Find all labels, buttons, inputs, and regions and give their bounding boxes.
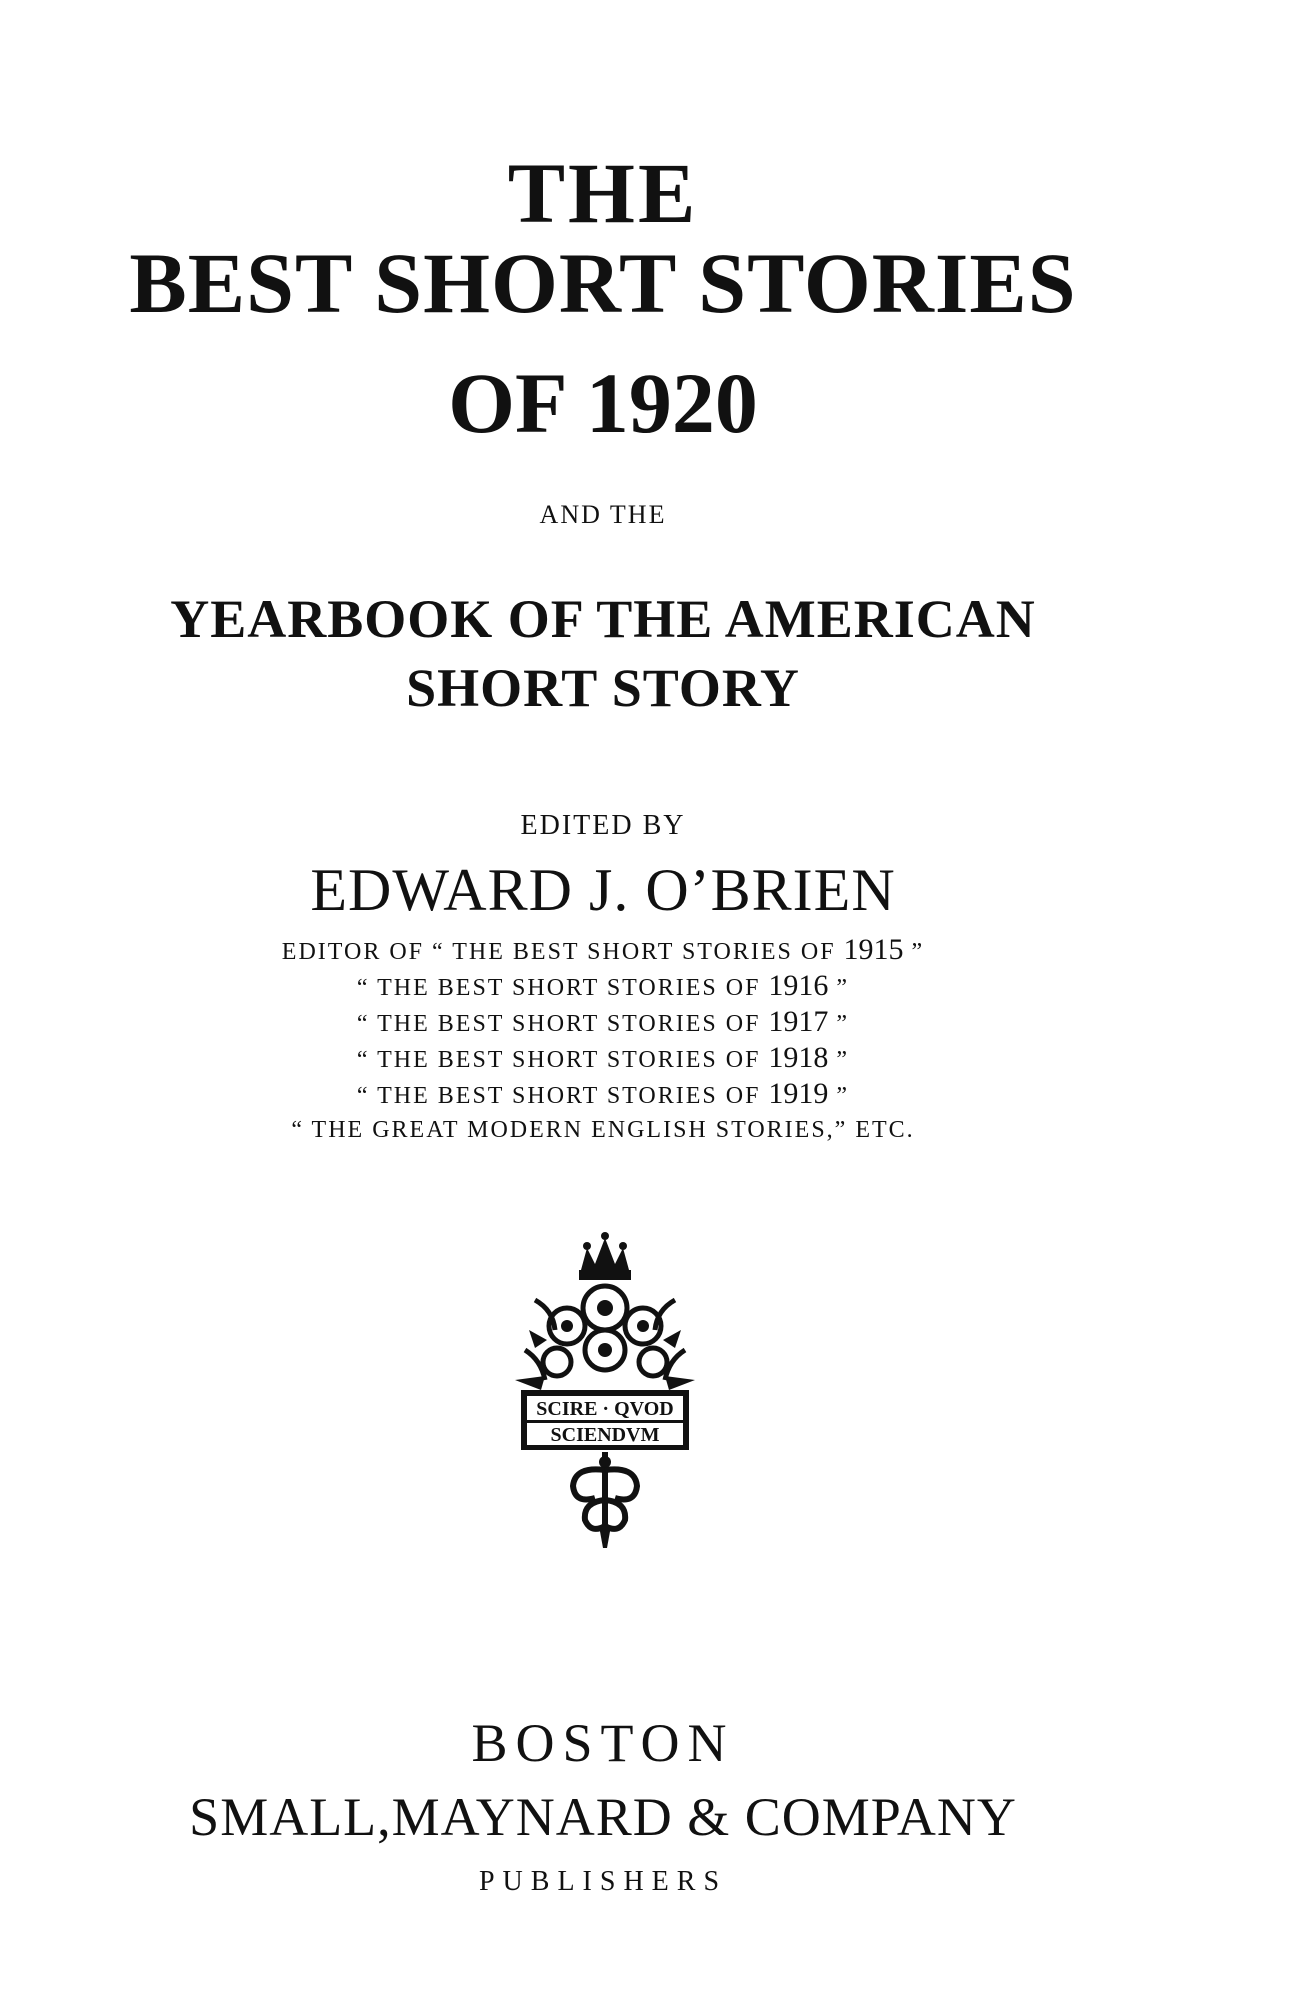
editor-credit-line [0, 932, 1206, 968]
editor-credit-text: “ THE GREAT MODERN ENGLISH STORIES,” ETC. [291, 1117, 915, 1143]
editor-credit-close-quote: ” [903, 939, 925, 965]
editor-credit-text: “ THE BEST SHORT STORIES OF [356, 1011, 769, 1037]
editor-credit-text: “ THE BEST SHORT STORIES OF [356, 975, 769, 1001]
motto-line-1: SCIRE · QVOD [536, 1398, 674, 1420]
editor-credit-line [0, 1112, 1206, 1148]
edited-by-label: EDITED BY [520, 810, 686, 841]
editor-credit-close-quote: ” [828, 1011, 850, 1037]
editor-credit-line [0, 1004, 1206, 1040]
editor-name: EDWARD J. O’BRIEN [310, 857, 896, 923]
editor-credit-text: EDITOR OF “ THE BEST SHORT STORIES OF [281, 939, 844, 965]
subtitle-line-1: YEARBOOK OF THE AMERICAN [170, 589, 1036, 649]
motto-line-2: SCIENDVM [550, 1424, 660, 1446]
editor-credit-year: 1915 [843, 933, 904, 966]
editor-credit-year: 1916 [768, 969, 829, 1002]
editor-credit-close-quote: ” [828, 1083, 850, 1109]
printers-device-emblem [495, 1230, 715, 1550]
editor-credit-close-quote: ” [828, 1047, 850, 1073]
editor-credit-year: 1919 [768, 1077, 829, 1110]
connector-text: AND THE [539, 500, 667, 529]
imprint-role: PUBLISHERS [478, 1866, 728, 1897]
title-line-the: THE [507, 145, 699, 241]
editor-credit-close-quote: ” [828, 975, 850, 1001]
subtitle-line-2: SHORT STORY [406, 658, 800, 718]
editor-credit-year: 1917 [768, 1005, 829, 1038]
editor-credit-line [0, 1040, 1206, 1076]
editor-credit-line [0, 968, 1206, 1004]
editor-credit-text: “ THE BEST SHORT STORIES OF [356, 1047, 769, 1073]
editor-credit-text: “ THE BEST SHORT STORIES OF [356, 1083, 769, 1109]
editor-credit-line [0, 1076, 1206, 1112]
imprint-city: BOSTON [471, 1713, 735, 1773]
imprint-publisher: SMALL,MAYNARD & COMPANY [189, 1787, 1017, 1847]
editor-credits-list [0, 932, 1206, 1148]
editor-credit-year: 1918 [768, 1041, 829, 1074]
title-line-year: OF 1920 [448, 355, 758, 451]
title-line-main: BEST SHORT STORIES [129, 235, 1077, 331]
